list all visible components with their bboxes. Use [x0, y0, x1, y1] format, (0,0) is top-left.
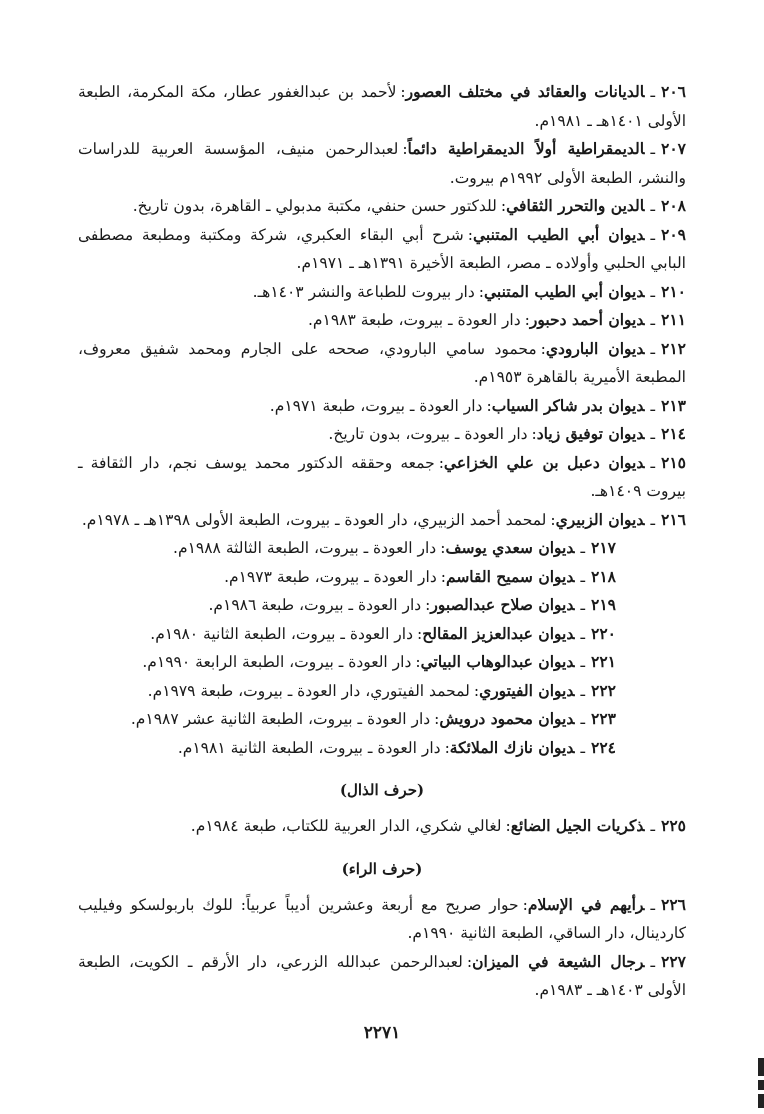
entry-colon: :	[400, 83, 406, 101]
entry-colon: :	[522, 895, 528, 914]
entry-number: ٢١٤	[661, 424, 686, 443]
entry-title: ديوان أبي الطيب المتنبي	[484, 281, 645, 301]
entry-text: دار العودة ـ بيروت، الطبعة الرابعة ١٩٩٠م.	[142, 653, 412, 671]
entry-dash: ـ	[580, 738, 586, 757]
entry-title: رجال الشيعة في الميزان	[472, 951, 645, 971]
bibliography-entry	[78, 278, 686, 307]
bibliography-entry	[78, 948, 686, 1005]
bibliography-entry	[78, 563, 686, 592]
bibliography-entry	[78, 449, 686, 506]
section-heading-dhal: (حرف الذال)	[339, 781, 425, 799]
entry-colon: :	[486, 396, 492, 415]
entry-title: ديوان الفيتوري	[479, 680, 575, 700]
entry-dash: ـ	[650, 197, 656, 215]
entry-dash: ـ	[650, 952, 656, 971]
entry-title: ذكريات الجيل الضائع	[510, 816, 645, 835]
entry-number: ٢٢٧	[661, 951, 686, 971]
bibliography-entry	[78, 192, 686, 221]
entry-dash: ـ	[650, 282, 656, 301]
entry-dash: ـ	[650, 83, 656, 101]
entry-colon: :	[466, 952, 473, 971]
entry-dash: ـ	[580, 681, 586, 700]
bibliography-entry	[78, 677, 686, 706]
entry-number: ٢٠٨	[661, 196, 686, 215]
bibliography-entry	[78, 534, 686, 563]
entry-number: ٢٠٩	[661, 224, 686, 244]
page-edge-mark	[758, 1094, 764, 1108]
entry-dash: ـ	[580, 567, 586, 586]
entry-number: ٢٢٦	[661, 894, 686, 914]
entry-dash: ـ	[580, 539, 586, 557]
entry-title: الديانات والعقائد في مختلف العصور	[405, 82, 645, 101]
entry-title: ديوان عبدالوهاب البياتي	[420, 652, 575, 671]
bibliography-entry	[78, 335, 686, 392]
entry-colon: :	[478, 282, 484, 301]
bibliography-entry	[78, 812, 686, 841]
entry-dash: ـ	[650, 140, 656, 158]
entry-number: ٢٠٧	[661, 139, 686, 158]
bibliography-entry	[78, 734, 686, 763]
entry-text: حوار صريح مع أربعة وعشرين أديباً عربياً: للوك باربولسكو وفيليب كاردينال، دار الساقي، الطبعة الثانية ١٩٩٠م.	[78, 895, 686, 942]
entry-number: ٢١٣	[661, 395, 686, 415]
entry-colon: :	[531, 425, 537, 443]
entry-title: رأيهم في الإسلام	[527, 894, 645, 914]
entry-number: ٢٠٦	[661, 82, 686, 101]
entry-title: ديوان صلاح عبدالصبور	[430, 595, 575, 614]
entry-dash: ـ	[580, 710, 586, 728]
entry-text: محمود سامي البارودي، صححه على الجارم ومحمد شفيق معروف، المطبعة الأميرية بالقاهرة ١٩٥٣م.	[78, 339, 686, 386]
entries-list-dhal	[78, 812, 686, 841]
entries-list-dal	[78, 78, 686, 762]
entry-text: دار العودة ـ بيروت، بدون تاريخ.	[328, 425, 528, 443]
entry-number: ٢١٥	[661, 452, 686, 472]
bibliography-entry	[78, 648, 686, 677]
entry-number: ٢١٦	[661, 509, 686, 529]
entry-text: جمعه وحققه الدكتور محمد يوسف نجم، دار الثقافة ـ بيروت ١٤٠٩هـ.	[78, 453, 686, 500]
entry-title: ديوان سميح القاسم	[446, 566, 575, 586]
entry-title: ديوان أبي الطيب المتنبي	[472, 224, 645, 244]
page-number: ٢٢٧١	[363, 1022, 401, 1043]
entry-dash: ـ	[650, 311, 656, 329]
entry-dash: ـ	[580, 624, 586, 643]
bibliography-entry	[78, 221, 686, 278]
entry-title: ديوان أحمد دحبور	[529, 310, 645, 329]
entry-dash: ـ	[580, 653, 586, 671]
entry-colon: :	[500, 197, 507, 215]
entry-colon: :	[434, 710, 440, 728]
entry-dash: ـ	[650, 817, 656, 835]
entry-number: ٢١٩	[591, 595, 616, 614]
entry-colon: :	[438, 453, 444, 472]
entry-text: لأحمد بن عبدالغفور عطار، مكة المكرمة، الطبعة الأولى ١٤٠١هـ ـ ١٩٨١م.	[78, 83, 686, 130]
entry-colon: :	[444, 738, 450, 757]
entry-title: ديوان توفيق زياد	[536, 424, 645, 443]
entry-dash: ـ	[650, 339, 656, 358]
bibliography-entry	[78, 705, 686, 734]
entry-dash: ـ	[650, 510, 656, 529]
entry-dash: ـ	[650, 225, 656, 244]
entry-text: لمحمد أحمد الزبيري، دار العودة ـ بيروت، الطبعة الأولى ١٣٩٨هـ ـ ١٩٧٨م.	[81, 510, 547, 529]
entry-colon: :	[425, 596, 431, 614]
bibliography-entry	[78, 891, 686, 948]
entry-dash: ـ	[650, 425, 656, 443]
entry-colon: :	[524, 311, 530, 329]
entries-list-ra	[78, 891, 686, 1005]
entry-dash: ـ	[650, 895, 656, 914]
entry-title: ديوان دعبل بن علي الخزاعي	[443, 452, 645, 472]
entry-title: ديوان البارودي	[545, 338, 645, 358]
entry-title: ديوان نازك الملائكة	[449, 737, 575, 757]
entry-title: ديوان سعدي يوسف	[445, 538, 575, 557]
entry-colon: :	[505, 817, 511, 835]
entry-colon: :	[440, 539, 446, 557]
bibliography-entry	[78, 506, 686, 535]
entry-title: ديوان عبدالعزيز المقالح	[422, 623, 575, 643]
entry-number: ٢٢١	[591, 652, 616, 671]
entry-text: دار العودة ـ بيروت، طبعة ١٩٧٣م.	[224, 567, 437, 586]
bibliography-entry	[78, 591, 686, 620]
bibliography-entry	[78, 135, 686, 192]
entry-title: ديوان الزبيري	[555, 509, 645, 529]
bibliography-entry	[78, 306, 686, 335]
page-edge-mark	[758, 1080, 764, 1090]
entry-dash: ـ	[650, 396, 656, 415]
entry-text: دار العودة ـ بيروت، الطبعة الثانية ١٩٨٠م.	[150, 624, 414, 643]
page-edge-mark	[758, 1058, 764, 1076]
entry-text: دار بيروت للطباعة والنشر ١٤٠٣هـ.	[252, 282, 475, 301]
entry-title: الديمقراطية أولاً الديمقراطية دائماً	[407, 139, 645, 158]
entry-colon: :	[417, 624, 423, 643]
bibliography-page	[78, 78, 686, 1043]
entry-colon: :	[440, 567, 446, 586]
entry-title: ديوان بدر شاكر السياب	[491, 395, 645, 415]
entry-number: ٢١٢	[661, 338, 686, 358]
entry-colon: :	[540, 339, 546, 358]
entry-colon: :	[467, 225, 473, 244]
entry-dash: ـ	[650, 453, 656, 472]
entry-text: دار العودة ـ بيروت، الطبعة الثالثة ١٩٨٨م.	[173, 539, 437, 557]
entry-text: دار العودة ـ بيروت، طبعة ١٩٨٣م.	[307, 311, 521, 329]
entry-number: ٢٢٠	[591, 623, 616, 643]
section-heading-ra: (حرف الراء)	[341, 859, 423, 878]
entry-text: لغالي شكري، الدار العربية للكتاب، طبعة ١٩٨٤م.	[190, 817, 502, 835]
bibliography-entry	[78, 620, 686, 649]
entry-number: ٢١٠	[661, 281, 686, 301]
entry-colon: :	[473, 681, 480, 700]
entry-number: ٢٢٥	[661, 816, 686, 835]
bibliography-entry	[78, 420, 686, 449]
entry-title: ديوان محمود درويش	[439, 709, 575, 728]
entry-colon: :	[402, 140, 408, 158]
entry-number: ٢٢٤	[591, 737, 616, 757]
entry-text: شرح أبي البقاء العكبري، شركة ومكتبة ومطبعة مصطفى البابي الحلبي وأولاده ـ مصر، الطبعة الأخيرة ١٣٩١هـ ـ ١٩٧١م.	[78, 225, 686, 272]
entry-text: دار العودة ـ بيروت، طبعة ١٩٧١م.	[269, 396, 483, 415]
entry-text: دار العودة ـ بيروت، الطبعة الثانية ١٩٨١م.	[177, 738, 441, 757]
bibliography-entry	[78, 392, 686, 421]
entry-title: الدين والتحرر الثقافي	[506, 196, 645, 215]
entry-text: لعبدالرحمن عبدالله الزرعي، دار الأرقم ـ الكويت، الطبعة الأولى ١٤٠٣هـ ـ ١٩٨٣م.	[78, 952, 686, 999]
entry-colon: :	[550, 510, 556, 529]
entry-text: للدكتور حسن حنفي، مكتبة مدبولي ـ القاهرة، بدون تاريخ.	[132, 197, 497, 215]
entry-text: لعبدالرحمن منيف، المؤسسة العربية للدراسات والنشر، الطبعة الأولى ١٩٩٢م بيروت.	[78, 140, 686, 187]
entry-number: ٢٢٣	[591, 709, 616, 728]
entry-colon: :	[415, 653, 421, 671]
entry-text: لمحمد الفيتوري، دار العودة ـ بيروت، طبعة ١٩٧٩م.	[147, 681, 470, 700]
entry-text: دار العودة ـ بيروت، الطبعة الثانية عشر ١٩٨٧م.	[130, 710, 431, 728]
entry-number: ٢١٨	[591, 566, 616, 586]
entry-number: ٢٢٢	[591, 680, 616, 700]
bibliography-entry	[78, 78, 686, 135]
entry-number: ٢١١	[661, 310, 686, 329]
entry-dash: ـ	[580, 596, 586, 614]
entry-number: ٢١٧	[591, 538, 616, 557]
entry-text: دار العودة ـ بيروت، طبعة ١٩٨٦م.	[208, 596, 422, 614]
